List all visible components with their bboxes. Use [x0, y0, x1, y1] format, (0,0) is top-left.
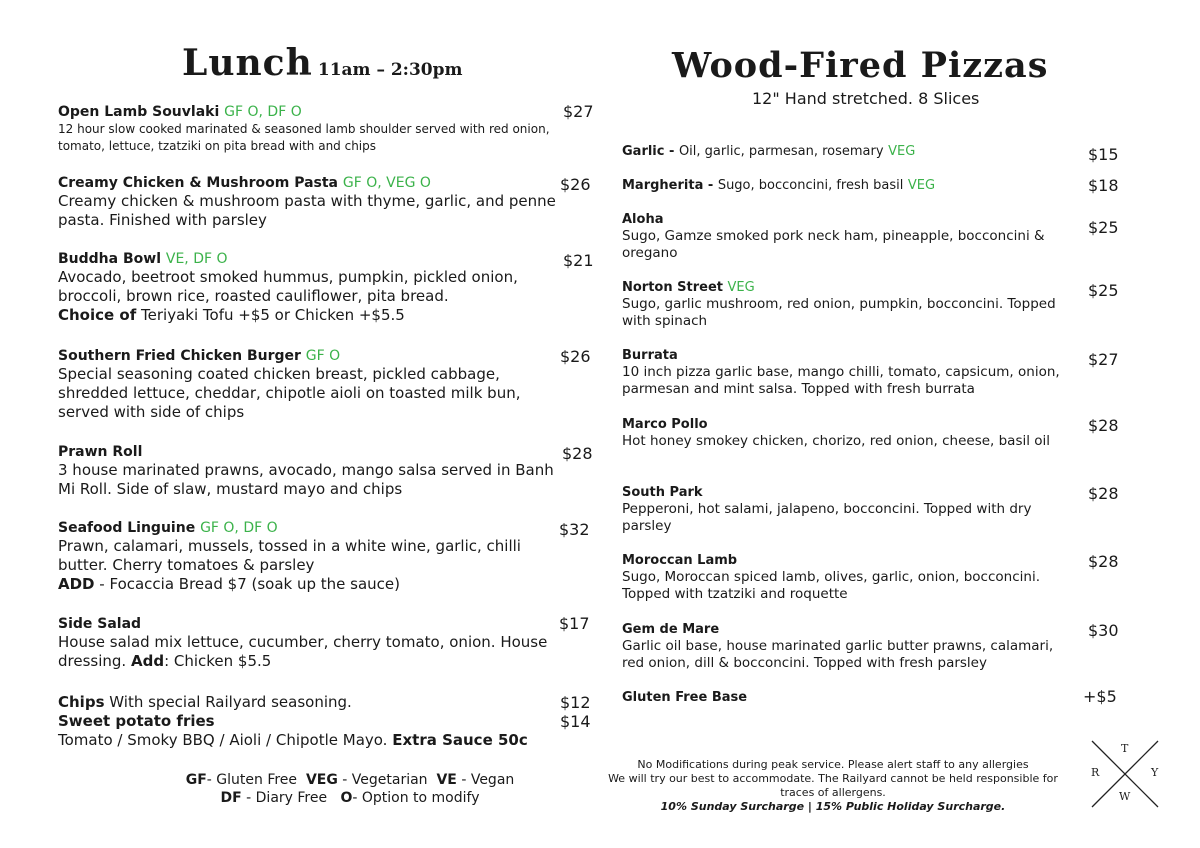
item-extra: ADD - Focaccia Bread $7 (soak up the sauce) — [58, 575, 401, 593]
item-tags: VE, DF O — [165, 251, 228, 267]
lunch-item — [58, 443, 558, 499]
item-name: Garlic - — [622, 144, 675, 159]
item-tags: VEG — [907, 178, 936, 193]
item-price: $21 — [563, 251, 594, 270]
legend-line-2: DF - Diary Free O- Option to modify — [220, 790, 480, 806]
item-desc: Sugo, garlic mushroom, red onion, pumpkin, bocconcini. Topped with spinach — [622, 296, 1056, 329]
dietary-legend — [150, 771, 550, 807]
surcharge-note: 10% Sunday Surcharge | 15% Public Holiday Surcharge. — [660, 800, 1006, 813]
sweet-price: $14 — [560, 712, 591, 731]
item-desc: Special seasoning coated chicken breast, pickled cabbage, shredded lettuce, cheddar, chipotle aioli on toasted milk bun, served with side of chips — [58, 365, 521, 421]
item-price: $28 — [1088, 416, 1119, 435]
item-name: Norton Street — [622, 280, 723, 295]
item-desc: Sugo, Moroccan spiced lamb, olives, garlic, onion, bocconcini. Topped with tzatziki and roquette — [622, 569, 1040, 602]
item-price: $28 — [562, 444, 593, 463]
railyard-logo — [1090, 739, 1160, 809]
item-name: Prawn Roll — [58, 444, 143, 460]
lunch-item — [58, 615, 558, 671]
lunch-item — [58, 250, 558, 325]
pizza-title: Wood-Fired Pizzas — [672, 45, 1049, 86]
item-extra: Choice of Teriyaki Tofu +$5 or Chicken +$5.5 — [58, 306, 405, 324]
item-desc: Sugo, Gamze smoked pork neck ham, pineapple, bocconcini & oregano — [622, 228, 1045, 261]
logo-letter-t: T — [1121, 742, 1129, 755]
pizza-item: Margherita - Sugo, bocconcini, fresh basil VEG — [622, 178, 936, 193]
lunch-item — [58, 519, 558, 594]
item-name: South Park — [622, 485, 703, 500]
notes-line-2: We will try our best to accommodate. The Railyard cannot be held responsible for — [608, 772, 1058, 785]
item-desc: 12 hour slow cooked marinated & seasoned lamb shoulder served with red onion, tomato, lettuce, tzatziki on pita bread with and chips — [58, 122, 550, 153]
item-name: Burrata — [622, 348, 678, 363]
pizza-item — [622, 211, 1070, 262]
item-name: Side Salad — [58, 616, 142, 632]
pizza-item — [622, 416, 1070, 450]
item-price: $27 — [1088, 350, 1119, 369]
item-price: $27 — [563, 102, 594, 121]
item-desc: Avocado, beetroot smoked hummus, pumpkin, pickled onion, broccoli, brown rice, roasted cauliflower, pita bread. — [58, 268, 518, 305]
item-name: Southern Fried Chicken Burger — [58, 348, 301, 364]
logo-letter-w: W — [1119, 790, 1131, 803]
item-name: Margherita - — [622, 178, 714, 193]
logo-letter-y: Y — [1151, 766, 1159, 779]
item-desc: Prawn, calamari, mussels, tossed in a white wine, garlic, chilli butter. Cherry tomatoes & parsley — [58, 537, 521, 574]
item-price: $26 — [560, 175, 591, 194]
item-price: $25 — [1088, 281, 1119, 300]
notes-line-3: traces of allergens. — [780, 786, 886, 799]
item-price: $26 — [560, 347, 591, 366]
lunch-item — [58, 347, 558, 422]
item-price: $32 — [559, 520, 590, 539]
logo-letter-r: R — [1091, 766, 1100, 779]
item-name: Open Lamb Souvlaki — [58, 104, 220, 120]
notes-line-1: No Modifications during peak service. Please alert staff to any allergies — [637, 758, 1029, 771]
item-price: $17 — [559, 614, 590, 633]
sweet-potato-line: Sweet potato fries — [58, 712, 215, 730]
pizza-subtitle: 12" Hand stretched. 8 Slices — [752, 89, 980, 108]
lunch-heading — [182, 42, 463, 84]
item-desc: Garlic oil base, house marinated garlic butter prawns, calamari, red onion, dill & bocconcini. Topped with fresh parsley — [622, 638, 1054, 671]
item-price: $28 — [1088, 484, 1119, 503]
pizza-item — [622, 347, 1070, 398]
item-desc: Hot honey smokey chicken, chorizo, red onion, cheese, basil oil — [622, 433, 1051, 449]
allergy-notes — [578, 758, 1088, 814]
item-name: Seafood Linguine — [58, 520, 196, 536]
item-desc: House salad mix lettuce, cucumber, cherry tomato, onion. House dressing. Add: Chicken $5.5 — [58, 633, 548, 670]
item-desc: Pepperoni, hot salami, jalapeno, bocconcini. Topped with dry parsley — [622, 501, 1032, 534]
item-desc: 3 house marinated prawns, avocado, mango salsa served in Banh Mi Roll. Side of slaw, mustard mayo and chips — [58, 461, 554, 498]
item-name: Aloha — [622, 212, 664, 227]
item-tags: GF O, DF O — [224, 104, 302, 120]
item-tags: GF O, VEG O — [342, 175, 431, 191]
item-name: Creamy Chicken & Mushroom Pasta — [58, 175, 339, 191]
item-price: $25 — [1088, 218, 1119, 237]
sauces-line: Tomato / Smoky BBQ / Aioli / Chipotle Mayo. Extra Sauce 50c — [58, 731, 528, 749]
item-name: Gem de Mare — [622, 622, 720, 637]
lunch-time: 11am – 2:30pm — [317, 60, 463, 80]
item-name: Marco Pollo — [622, 417, 708, 432]
item-tags: VEG — [727, 280, 755, 295]
lunch-title: Lunch — [182, 42, 313, 84]
sides-block — [58, 693, 558, 750]
gluten-free-price: +$5 — [1083, 687, 1117, 706]
chips-line: Chips With special Railyard seasoning. — [58, 693, 352, 711]
item-tags: GF O, DF O — [200, 520, 278, 536]
pizza-item — [622, 552, 1070, 603]
lunch-item — [58, 103, 558, 155]
item-name: Buddha Bowl — [58, 251, 161, 267]
item-price: $28 — [1088, 552, 1119, 571]
item-price: $18 — [1088, 176, 1119, 195]
pizza-item — [622, 484, 1070, 535]
item-price: $30 — [1088, 621, 1119, 640]
item-desc: Creamy chicken & mushroom pasta with thyme, garlic, and penne pasta. Finished with parsley — [58, 192, 556, 229]
lunch-item — [58, 174, 558, 230]
pizza-item: Garlic - Oil, garlic, parmesan, rosemary VEG — [622, 144, 916, 159]
item-price: $15 — [1088, 145, 1119, 164]
pizza-item — [622, 621, 1070, 672]
item-name: Moroccan Lamb — [622, 553, 738, 568]
item-desc: 10 inch pizza garlic base, mango chilli, tomato, capsicum, onion, parmesan and mint salsa. Topped with fresh burrata — [622, 364, 1060, 397]
item-name: Gluten Free Base — [622, 690, 748, 705]
gluten-free-base — [622, 689, 1070, 706]
item-tags: VEG — [888, 144, 916, 159]
item-tags: GF O — [305, 348, 341, 364]
pizza-item — [622, 279, 1070, 330]
chips-price: $12 — [560, 693, 591, 712]
legend-line-1: GF- Gluten Free VEG - Vegetarian VE - Vegan — [185, 772, 515, 788]
